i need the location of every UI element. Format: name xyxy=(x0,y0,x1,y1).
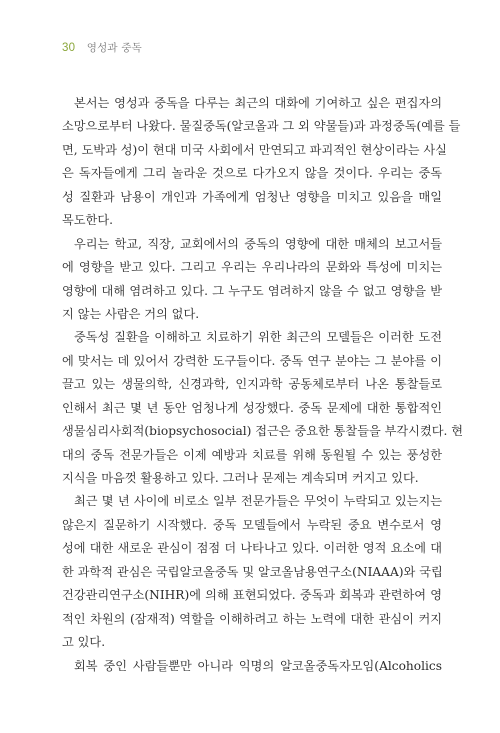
text-line: 한 과학적 관심은 국립알코올중독 및 알코올남용연구소(NIAAA)와 국립 xyxy=(62,564,443,579)
text-line: 지식을 마음껏 활용하고 있다. 그러나 문제는 계속되며 커지고 있다. xyxy=(62,471,419,485)
text-line: 인해서 최근 몇 년 동안 엄청나게 성장했다. 중독 문제에 대한 통합적인 xyxy=(62,400,442,415)
text-line: 성에 대한 새로운 관심이 점점 더 나타나고 있다. 이러한 영적 요소에 대 xyxy=(62,541,442,556)
text-line: 최근 몇 년 사이에 비로소 일부 전문가들은 무엇이 누락되고 있는지는 xyxy=(74,494,442,509)
text-line: 에 맞서는 데 있어서 강력한 도구들이다. 중독 연구 분야는 그 분야를 이 xyxy=(62,353,442,368)
running-header xyxy=(62,40,142,55)
text-line: 목도한다. xyxy=(62,213,113,228)
text-line: 우리는 학교, 직장, 교회에서의 중독의 영향에 대한 매체의 보고서들 xyxy=(74,236,442,251)
text-line: 지 않는 사람은 거의 없다. xyxy=(62,306,200,321)
page-number: 30 xyxy=(62,42,76,54)
text-line: 은 독자들에게 그리 놀라운 것으로 다가오지 않을 것이다. 우리는 중독 xyxy=(62,166,442,181)
text-line: 중독성 질환을 이해하고 치료하기 위한 최근의 모델들은 이러한 도전 xyxy=(74,330,442,345)
text-line: 면, 도박과 성)이 현대 미국 사회에서 만연되고 파괴적인 현상이라는 사실 xyxy=(62,142,447,157)
text-line: 소망으로부터 나왔다. 물질중독(알코올과 그 외 약물들)과 과정중독(예를 들 xyxy=(62,119,461,134)
text-line: 않은지 질문하기 시작했다. 중독 모델들에서 누락된 중요 변수로서 영 xyxy=(62,517,442,532)
text-line: 대의 중독 전문가들은 이제 예방과 치료를 위해 동원될 수 있는 풍성한 xyxy=(62,447,442,462)
running-title: 영성과 중독 xyxy=(86,42,143,54)
text-line: 성 질환과 남용이 개인과 가족에게 엄청난 영향을 미치고 있음을 매일 xyxy=(62,189,442,204)
text-line: 영향에 대해 염려하고 있다. 그 누구도 염려하지 않을 수 없고 영향을 받 xyxy=(62,283,442,298)
text-line: 건강관리연구소(NIHR)에 의해 표현되었다. 중독과 회복과 관련하여 영 xyxy=(62,588,442,603)
text-line: 에 영향을 받고 있다. 그리고 우리는 우리나라의 문화와 특성에 미치는 xyxy=(62,260,442,275)
text-line: 본서는 영성과 중독을 다루는 최근의 대화에 기여하고 싶은 편집자의 xyxy=(74,96,442,110)
text-line: 끌고 있는 생물의학, 신경과학, 인지과학 공동체로부터 나온 통찰들로 xyxy=(62,377,442,392)
text-line: 생물심리사회적(biopsychosocial) 접근은 중요한 통찰들을 부각시켰다. 현 xyxy=(62,424,464,439)
text-line: 회복 중인 사람들뿐만 아니라 익명의 알코올중독자모임(Alcoholics xyxy=(74,658,442,673)
text-line: 고 있다. xyxy=(62,635,106,650)
body-text xyxy=(62,92,464,678)
text-line: 적인 차원의 (잠재적) 역할을 이해하려고 하는 노력에 대한 관심이 커지 xyxy=(62,611,442,626)
